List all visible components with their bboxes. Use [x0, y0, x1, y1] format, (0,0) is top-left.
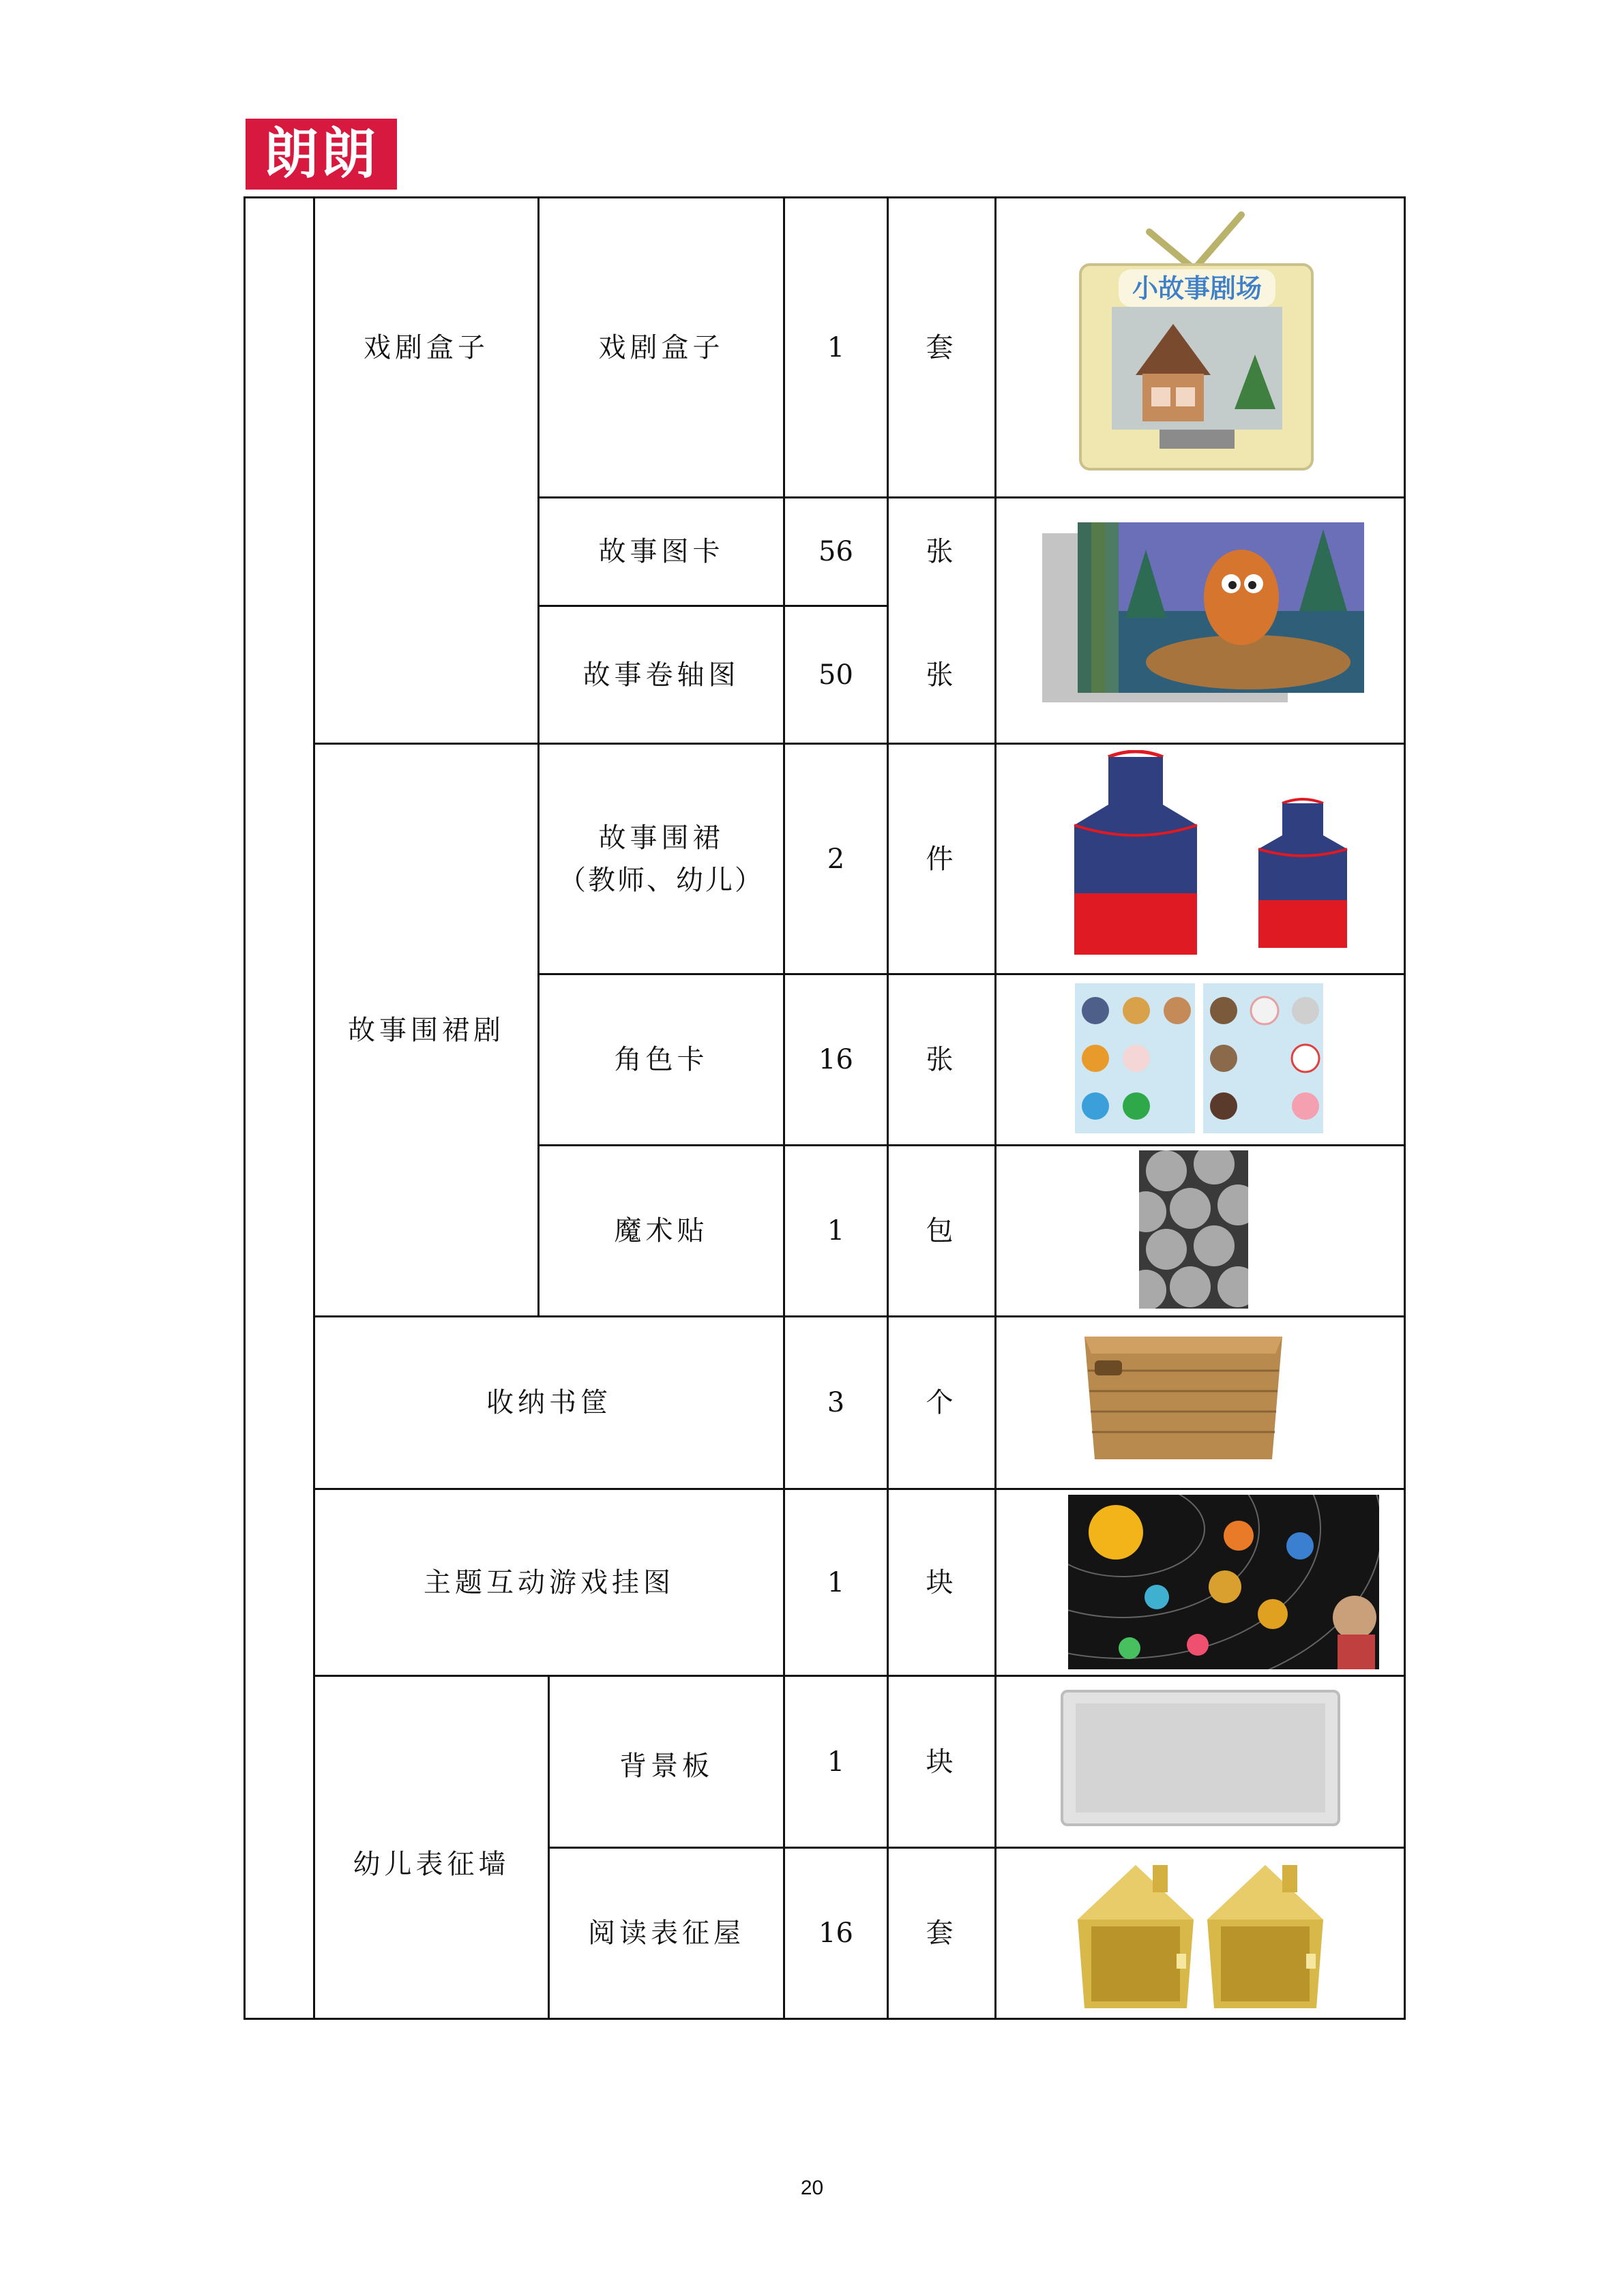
item-qty: 1: [827, 331, 845, 363]
category-cell: 戏剧盒子: [364, 331, 489, 363]
interactive-wall-chart-image: [1068, 1495, 1379, 1669]
item-unit: 张: [926, 536, 958, 567]
table-border-bottom: [243, 2018, 1406, 2020]
brand-logo: [246, 119, 397, 190]
page-number: 20: [800, 2177, 824, 2199]
item-qty: 16: [818, 1044, 853, 1075]
story-cards-image: [1037, 516, 1378, 720]
item-name: 背景板: [619, 1750, 713, 1782]
item-unit: 张: [926, 659, 958, 691]
reading-house-image: [1078, 1858, 1330, 2012]
apron-image: [1054, 750, 1381, 968]
item-unit: 块: [926, 1746, 958, 1778]
item-qty: 3: [827, 1387, 845, 1418]
item-name: [540, 745, 783, 973]
velcro-dots-image: [1139, 1150, 1248, 1309]
item-unit: 套: [926, 1918, 958, 1949]
col-line: [994, 196, 996, 2020]
item-qty: 2: [827, 843, 845, 875]
item-qty: 56: [818, 536, 853, 567]
item-name: 故事卷轴图: [582, 659, 740, 691]
item-unit: 包: [926, 1215, 958, 1247]
item-unit: 块: [926, 1566, 958, 1598]
item-qty: 50: [818, 659, 853, 691]
item-qty: 1: [827, 1746, 845, 1778]
category-cell: 故事围裙剧: [348, 1014, 505, 1046]
item-name: 魔术贴: [614, 1215, 709, 1247]
item-name-line: 故事围裙: [598, 822, 724, 854]
item-name: 角色卡: [614, 1044, 709, 1075]
item-qty: 1: [827, 1215, 845, 1247]
drama-box-caption: 小故事剧场: [1132, 273, 1263, 303]
table-border-left: [243, 196, 246, 2020]
item-unit: 套: [926, 331, 958, 363]
storage-basket-image: [1078, 1323, 1289, 1466]
role-cards-image: [1075, 983, 1323, 1133]
item-name-line: （教师、幼儿）: [559, 864, 764, 896]
brand-logo-text: 朗朗: [264, 122, 379, 185]
item-name: 主题互动游戏挂图: [424, 1566, 675, 1598]
item-name: 收纳书筐: [486, 1387, 612, 1418]
background-board-image: [1061, 1690, 1340, 1826]
item-name: 阅读表征屋: [588, 1918, 745, 1949]
item-qty: 1: [827, 1566, 845, 1598]
item-name: 戏剧盒子: [598, 331, 724, 363]
item-name: 故事图卡: [598, 536, 724, 567]
item-unit: 个: [926, 1387, 958, 1418]
category-cell: 幼儿表征墙: [353, 1849, 510, 1880]
item-qty: 16: [818, 1918, 853, 1949]
drama-box-tv-image: [1071, 205, 1323, 477]
item-unit: 件: [926, 843, 958, 875]
item-unit: 张: [926, 1044, 958, 1075]
table-border-right: [1404, 196, 1406, 2020]
